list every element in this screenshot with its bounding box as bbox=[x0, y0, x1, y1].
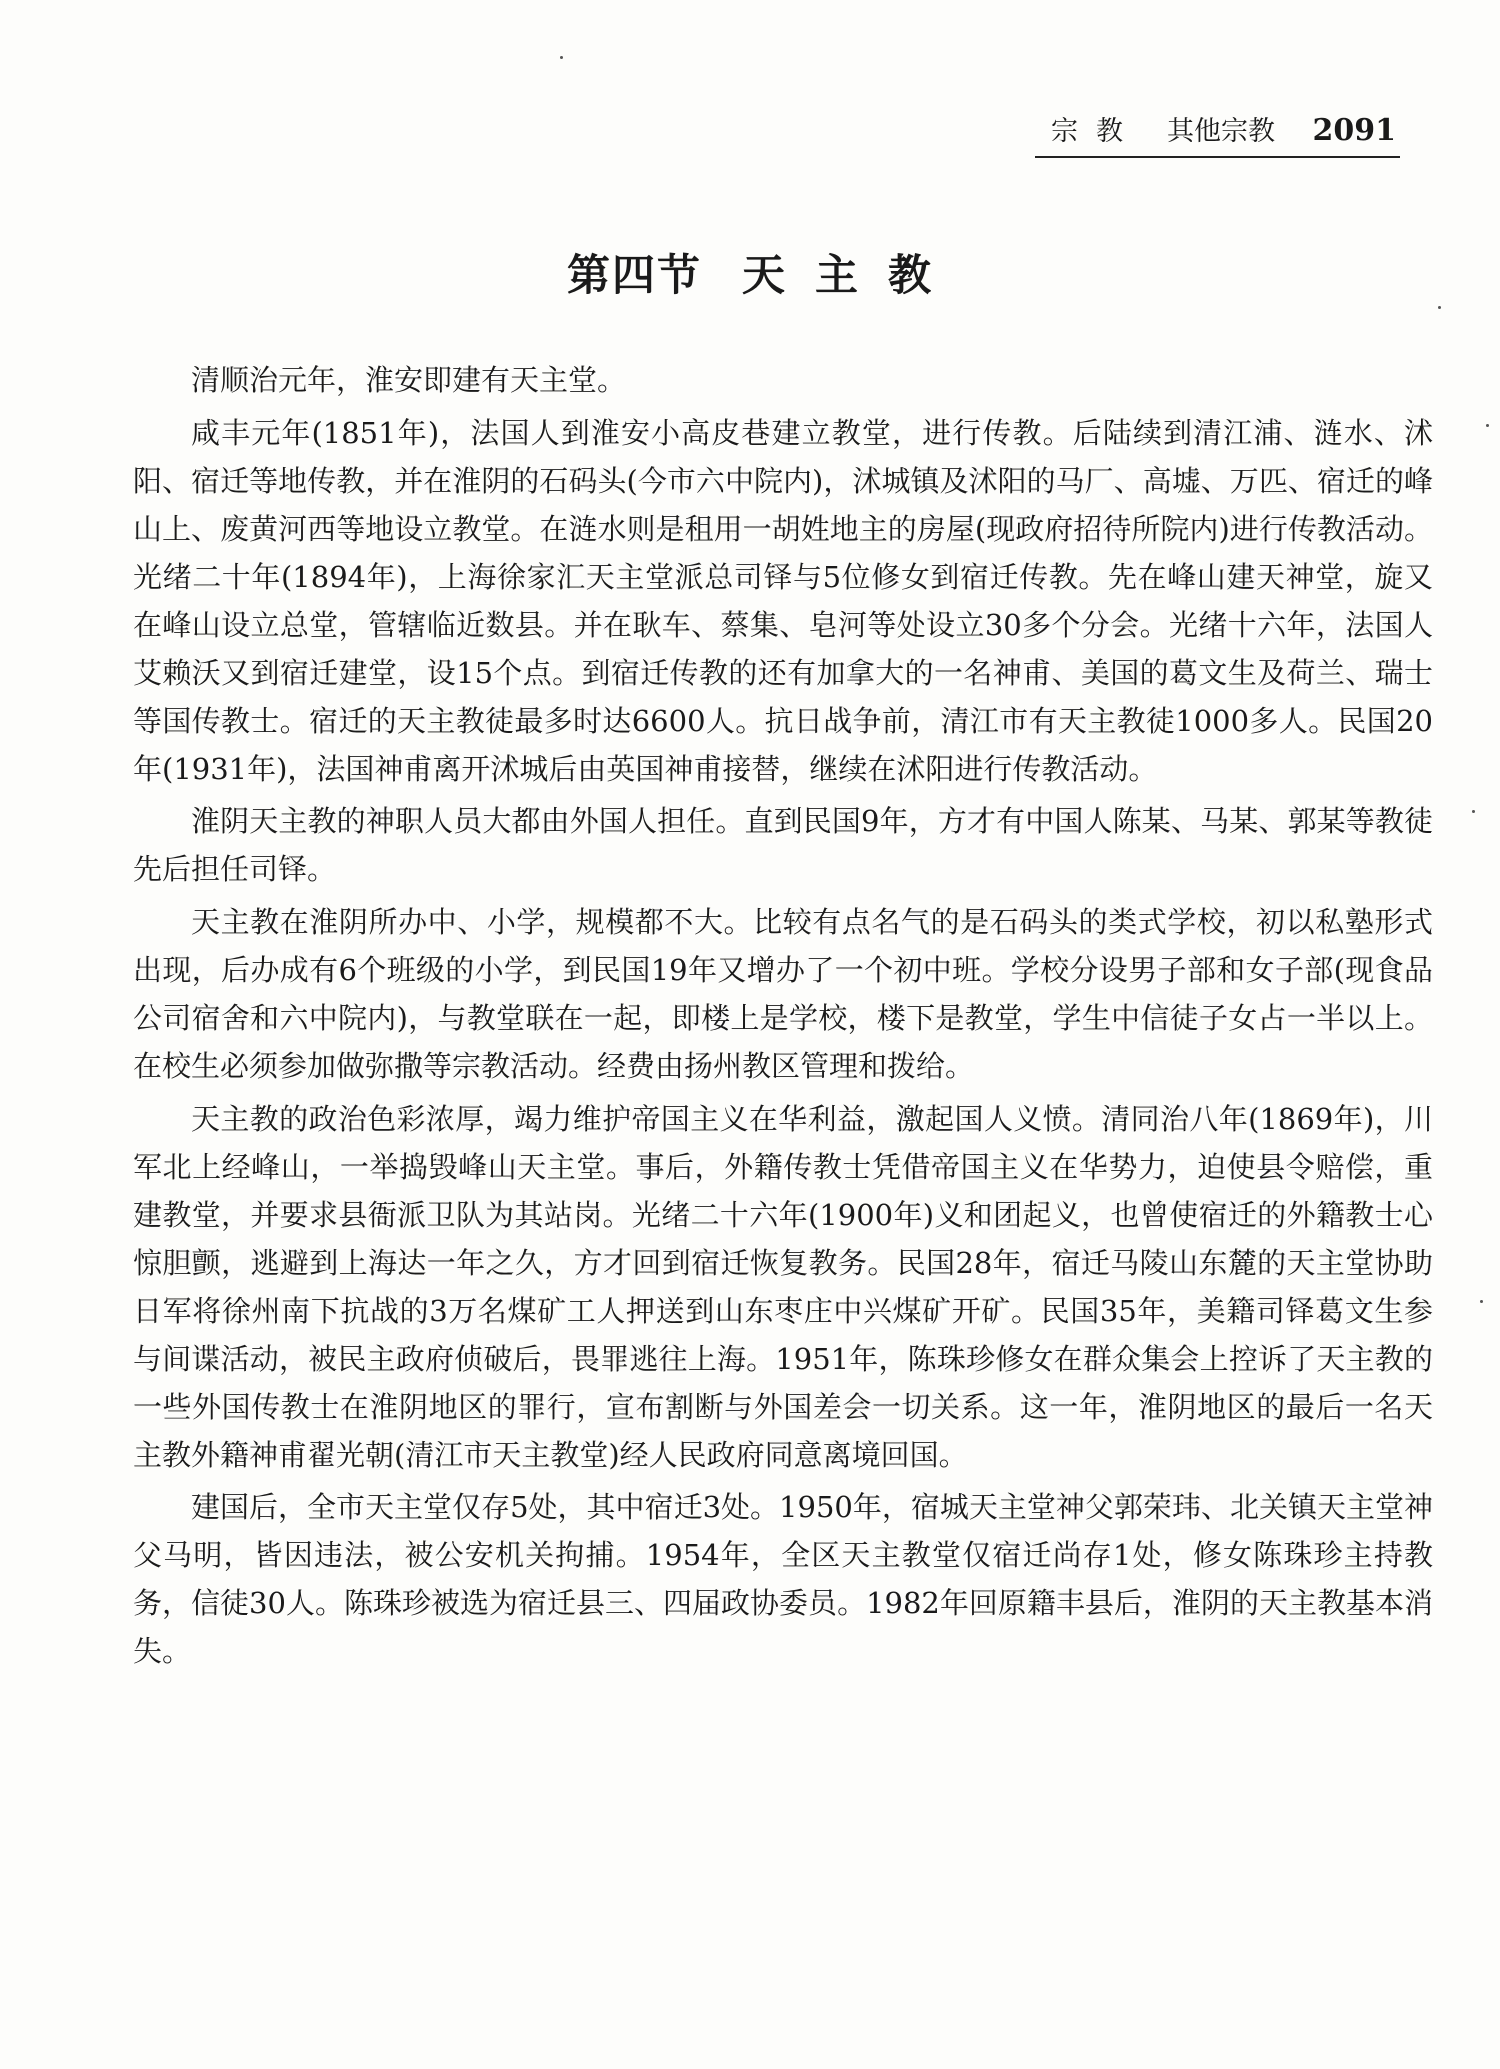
header-subsection-label: 其他宗教 bbox=[1167, 116, 1275, 147]
paragraph: 咸丰元年(1851年)，法国人到淮安小高皮巷建立教堂，进行传教。后陆续到清江浦、涟水、沭阳、宿迁等地传教，并在淮阴的石码头(今市六中院内)，沭城镇及沭阳的马厂、高墟、万匹、宿迁的峰山上、废黄河西等地设立教堂。在涟水则是租用一胡姓地主的房屋(现政府招待所院内)进行传教活动。光绪二十年(1894年)，上海徐家汇天主堂派总司铎与5位修女到宿迁传教。先在峰山建天神堂，旋又在峰山设立总堂，管辖临近数县。并在耿车、蔡集、皂河等处设立30多个分会。光绪十六年，法国人艾赖沃又到宿迁建堂，设15个点。到宿迁传教的还有加拿大的一名神甫、美国的葛文生及荷兰、瑞士等国传教士。宿迁的天主教徒最多时达6600人。抗日战争前，清江市有天主教徒1000多人。民国20年(1931年)，法国神甫离开沭城后由英国神甫接替，继续在沭阳进行传教活动。 bbox=[133, 415, 1433, 786]
paragraph: 天主教在淮阴所办中、小学，规模都不大。比较有点名气的是石码头的类式学校，初以私塾形式出现，后办成有6个班级的小学，到民国19年又增办了一个初中班。学校分设男子部和女子部(现食品公司宿舍和六中院内)，与教堂联在一起，即楼上是学校，楼下是教堂，学生中信徒子女占一半以上。在校生必须参加做弥撒等宗教活动。经费由扬州教区管理和拨给。 bbox=[133, 905, 1433, 1084]
running-header bbox=[1035, 112, 1400, 158]
page-number: 2091 bbox=[1312, 113, 1396, 148]
section-title-char: 主 bbox=[815, 251, 860, 301]
header-section-label: 宗教 bbox=[1051, 116, 1141, 147]
section-title bbox=[0, 246, 1500, 306]
section-title-prefix: 第四节 bbox=[567, 251, 702, 301]
scan-speck bbox=[1472, 810, 1475, 813]
scan-speck bbox=[1486, 424, 1489, 427]
paragraph: 清顺治元年，淮安即建有天主堂。 bbox=[191, 363, 627, 397]
scan-speck bbox=[560, 56, 563, 59]
scan-speck bbox=[1438, 306, 1441, 309]
section-title-char: 教 bbox=[888, 251, 933, 301]
body-text bbox=[133, 356, 1433, 1680]
scan-speck bbox=[1480, 1300, 1483, 1303]
paragraph: 天主教的政治色彩浓厚，竭力维护帝国主义在华利益，激起国人义愤。清同治八年(1869年)，川军北上经峰山，一举捣毁峰山天主堂。事后，外籍传教士凭借帝国主义在华势力，迫使县令赔偿，重建教堂，并要求县衙派卫队为其站岗。光绪二十六年(1900年)义和团起义，也曾使宿迁的外籍教士心惊胆颤，逃避到上海达一年之久，方才回到宿迁恢复教务。民国28年，宿迁马陵山东麓的天主堂协助日军将徐州南下抗战的3万名煤矿工人押送到山东枣庄中兴煤矿开矿。民国35年，美籍司铎葛文生参与间谍活动，被民主政府侦破后，畏罪逃往上海。1951年，陈珠珍修女在群众集会上控诉了天主教的一些外国传教士在淮阴地区的罪行，宣布割断与外国差会一切关系。这一年，淮阴地区的最后一名天主教外籍神甫翟光朝(清江市天主教堂)经人民政府同意离境回国。 bbox=[133, 1101, 1433, 1472]
paragraph: 淮阴天主教的神职人员大都由外国人担任。直到民国9年，方才有中国人陈某、马某、郭某等教徒先后担任司铎。 bbox=[133, 804, 1433, 887]
section-title-char: 天 bbox=[742, 251, 787, 301]
paragraph: 建国后，全市天主堂仅存5处，其中宿迁3处。1950年，宿城天主堂神父郭荣玮、北关镇天主堂神父马明，皆因违法，被公安机关拘捕。1954年，全区天主教堂仅宿迁尚存1处，修女陈珠珍主持教务，信徒30人。陈珠珍被选为宿迁县三、四届政协委员。1982年回原籍丰县后，淮阴的天主教基本消失。 bbox=[133, 1490, 1433, 1669]
